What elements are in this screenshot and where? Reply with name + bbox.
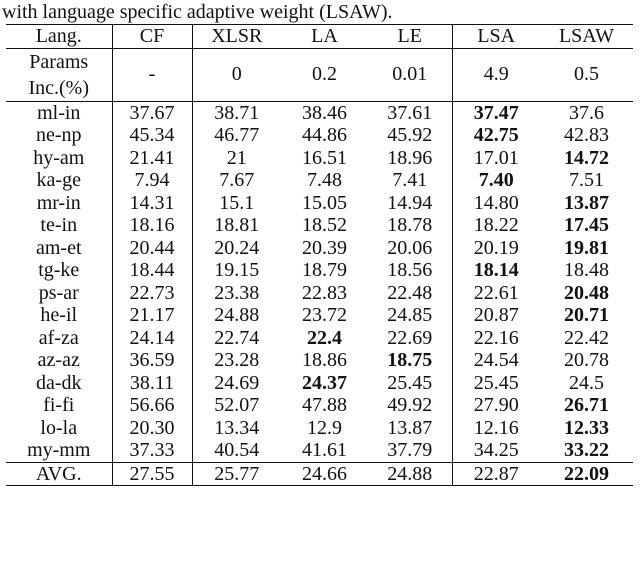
value-cell-lsa: 20.19 <box>473 236 519 259</box>
lang-cell: AVG. <box>6 462 112 486</box>
lang-cell: fi-fi <box>6 394 112 417</box>
lang-cell: my-mm <box>6 439 112 462</box>
header-xlsr: XLSR <box>192 25 281 49</box>
value-cell-cf: 14.31 <box>112 192 192 215</box>
header-cf: CF <box>112 25 192 49</box>
value-cell-la: 47.88 <box>302 394 347 416</box>
value-cell-cf: 18.44 <box>112 259 192 282</box>
table-row <box>6 439 633 462</box>
value-cell-cf: 20.44 <box>112 237 192 260</box>
value-cell-le: 25.45 <box>368 372 452 395</box>
table-row <box>6 147 633 170</box>
params-cf: - <box>112 48 192 101</box>
value-cell-la: 44.86 <box>302 124 347 146</box>
value-cell-le: 22.69 <box>368 327 452 350</box>
best-value: 13.87 <box>564 191 609 214</box>
value-cell-lsa: 20.87 <box>473 304 519 326</box>
header-la: LA <box>281 25 368 49</box>
lang-cell: lo-la <box>6 417 112 440</box>
value-cell-lsa: 17.01 <box>473 146 519 169</box>
value-cell-xlsr: 22.74 <box>214 326 260 349</box>
value-cell-xlsr: 52.07 <box>214 394 260 416</box>
value-cell-le: 14.94 <box>368 192 452 215</box>
table-row <box>6 169 633 192</box>
best-value: 18.75 <box>387 349 433 371</box>
best-value: 20.48 <box>564 281 609 304</box>
table-row <box>6 192 633 215</box>
lang-cell: hy-am <box>6 147 112 170</box>
value-cell-cf: 21.17 <box>112 304 192 327</box>
params-label-line1: Params <box>29 50 89 73</box>
value-cell-xlsr: 13.34 <box>214 416 260 439</box>
value-cell-la: 16.51 <box>302 146 347 169</box>
value-cell-le: 37.61 <box>368 101 452 124</box>
value-cell-cf: 27.55 <box>112 462 192 486</box>
value-cell-xlsr: 38.71 <box>214 101 260 124</box>
value-cell-lsaw <box>540 282 633 305</box>
value-cell-le: 13.87 <box>368 417 452 440</box>
value-cell-la: 18.79 <box>302 259 347 281</box>
value-cell-lsaw <box>540 237 633 260</box>
value-cell-xlsr: 7.67 <box>219 169 255 191</box>
value-cell-cf: 24.14 <box>112 327 192 350</box>
value-cell-cf: 37.67 <box>112 101 192 124</box>
best-value: 22.09 <box>564 462 609 485</box>
value-cell-lsa: 34.25 <box>473 439 519 461</box>
params-lsa: 4.9 <box>452 48 540 101</box>
value-cell-le: 18.96 <box>368 147 452 170</box>
params-label <box>6 48 112 101</box>
value-cell-lsaw <box>540 147 633 170</box>
header-lsaw: LSAW <box>540 25 633 49</box>
value-cell-cf: 21.41 <box>112 147 192 170</box>
table-row <box>6 372 633 395</box>
value-cell-cf: 45.34 <box>112 124 192 147</box>
best-value: 42.75 <box>473 124 519 146</box>
results-table <box>6 24 633 486</box>
value-cell-la: 22.83 <box>302 281 347 304</box>
lang-cell: te-in <box>6 214 112 237</box>
best-value: 22.4 <box>307 326 342 349</box>
best-value: 24.37 <box>302 371 347 394</box>
params-xlsr: 0 <box>192 48 281 101</box>
value-cell-xlsr: 25.77 <box>192 462 281 486</box>
value-cell-la <box>281 327 368 350</box>
best-value: 19.81 <box>564 236 609 259</box>
lang-cell: he-il <box>6 304 112 327</box>
value-cell-lsaw <box>540 394 633 417</box>
lang-cell: ml-in <box>6 101 112 124</box>
value-cell-lsa: 14.80 <box>473 191 519 214</box>
value-cell-lsa: 24.54 <box>473 349 519 371</box>
lang-cell: ps-ar <box>6 282 112 305</box>
value-cell-cf: 20.30 <box>112 417 192 440</box>
value-cell-le: 24.88 <box>368 462 452 486</box>
lang-cell: tg-ke <box>6 259 112 282</box>
value-cell-le: 7.41 <box>368 169 452 192</box>
header-lsa: LSA <box>452 25 540 49</box>
value-cell-lsaw <box>540 192 633 215</box>
value-cell-xlsr: 20.24 <box>214 236 260 259</box>
best-value: 17.45 <box>564 214 609 236</box>
value-cell-la: 20.39 <box>302 236 347 259</box>
table-row <box>6 394 633 417</box>
value-cell-le: 45.92 <box>368 124 452 147</box>
lang-cell: mr-in <box>6 192 112 215</box>
value-cell-lsa: 12.16 <box>473 416 519 439</box>
value-cell-cf: 56.66 <box>112 394 192 417</box>
value-cell-le: 24.85 <box>368 304 452 327</box>
value-cell-lsaw: 24.5 <box>569 371 604 394</box>
value-cell-lsa <box>452 169 540 192</box>
table-row <box>6 101 633 124</box>
value-cell-xlsr: 18.81 <box>214 214 260 236</box>
value-cell-cf: 37.33 <box>112 439 192 462</box>
table-row <box>6 237 633 260</box>
value-cell-lsa: 22.61 <box>473 281 519 304</box>
table-row <box>6 282 633 305</box>
best-value: 33.22 <box>564 439 609 461</box>
value-cell-lsaw: 18.48 <box>564 259 609 281</box>
lang-cell: ne-np <box>6 124 112 147</box>
value-cell-lsaw: 7.51 <box>569 169 604 191</box>
table-row <box>6 124 633 147</box>
table-row <box>6 214 633 237</box>
value-cell-la: 12.9 <box>307 416 342 439</box>
value-cell-cf: 18.16 <box>112 214 192 237</box>
value-cell-la <box>281 372 368 395</box>
table-row <box>6 349 633 372</box>
best-value: 18.14 <box>473 259 519 281</box>
value-cell-la: 18.86 <box>302 349 347 371</box>
value-cell-xlsr: 23.38 <box>214 281 260 304</box>
value-cell-xlsr: 23.28 <box>214 349 260 371</box>
best-value: 7.40 <box>478 169 514 191</box>
value-cell-cf: 7.94 <box>112 169 192 192</box>
header-row <box>6 25 633 49</box>
value-cell-xlsr: 15.1 <box>219 191 255 214</box>
table-row <box>6 304 633 327</box>
best-value: 20.71 <box>564 304 609 326</box>
header-le: LE <box>368 25 452 49</box>
lang-cell: af-za <box>6 327 112 350</box>
lang-cell: ka-ge <box>6 169 112 192</box>
value-cell-xlsr: 46.77 <box>214 124 260 146</box>
value-cell-cf: 22.73 <box>112 282 192 305</box>
value-cell-lsa: 22.87 <box>452 462 540 486</box>
value-cell-la: 24.66 <box>281 462 368 486</box>
best-value: 14.72 <box>564 146 609 169</box>
params-row <box>6 48 633 101</box>
value-cell-le: 20.06 <box>368 237 452 260</box>
value-cell-lsaw <box>540 417 633 440</box>
value-cell-lsaw <box>540 304 633 327</box>
best-value: 12.33 <box>564 416 609 439</box>
value-cell-lsaw <box>540 214 633 237</box>
params-la: 0.2 <box>281 48 368 101</box>
value-cell-lsaw: 22.42 <box>564 326 609 349</box>
value-cell-la: 18.52 <box>302 214 347 236</box>
value-cell-lsa: 18.22 <box>473 214 519 236</box>
value-cell-cf: 38.11 <box>112 372 192 395</box>
header-lang: Lang. <box>6 25 112 49</box>
value-cell-la: 7.48 <box>307 169 342 191</box>
value-cell-xlsr: 24.69 <box>214 371 260 394</box>
value-cell-le: 37.79 <box>368 439 452 462</box>
value-cell-lsaw: 20.78 <box>564 349 609 371</box>
value-cell-lsa <box>452 259 540 282</box>
params-label-line2: Inc.(%) <box>28 76 90 99</box>
table-row <box>6 327 633 350</box>
value-cell-le <box>368 349 452 372</box>
value-cell-lsaw: 42.83 <box>564 124 609 146</box>
best-value: 37.47 <box>473 101 519 124</box>
value-cell-xlsr: 40.54 <box>214 439 260 461</box>
value-cell-le: 18.56 <box>368 259 452 282</box>
table-row <box>6 259 633 282</box>
value-cell-la: 38.46 <box>302 101 347 124</box>
best-value: 26.71 <box>564 394 609 416</box>
value-cell-lsa <box>452 124 540 147</box>
value-cell-le: 49.92 <box>368 394 452 417</box>
value-cell-cf: 36.59 <box>112 349 192 372</box>
value-cell-lsaw <box>540 439 633 462</box>
value-cell-lsa <box>452 101 540 124</box>
value-cell-la: 41.61 <box>302 439 347 461</box>
value-cell-lsa: 25.45 <box>473 371 519 394</box>
value-cell-xlsr: 19.15 <box>214 259 260 281</box>
average-row <box>6 462 633 486</box>
value-cell-la: 15.05 <box>302 191 347 214</box>
params-le: 0.01 <box>368 48 452 101</box>
lang-cell: da-dk <box>6 372 112 395</box>
value-cell-xlsr: 24.88 <box>214 304 260 326</box>
value-cell-lsa: 22.16 <box>473 326 519 349</box>
value-cell-la: 23.72 <box>302 304 347 326</box>
value-cell-lsaw <box>540 462 633 486</box>
value-cell-le: 18.78 <box>368 214 452 237</box>
value-cell-lsa: 27.90 <box>473 394 519 416</box>
value-cell-lsaw: 37.6 <box>569 101 604 124</box>
value-cell-xlsr: 21 <box>226 146 247 169</box>
lang-cell: am-et <box>6 237 112 260</box>
params-lsaw: 0.5 <box>540 48 633 101</box>
value-cell-le: 22.48 <box>368 282 452 305</box>
table-caption: with language specific adaptive weight (LSAW). <box>2 1 393 23</box>
table-row <box>6 417 633 440</box>
lang-cell: az-az <box>6 349 112 372</box>
